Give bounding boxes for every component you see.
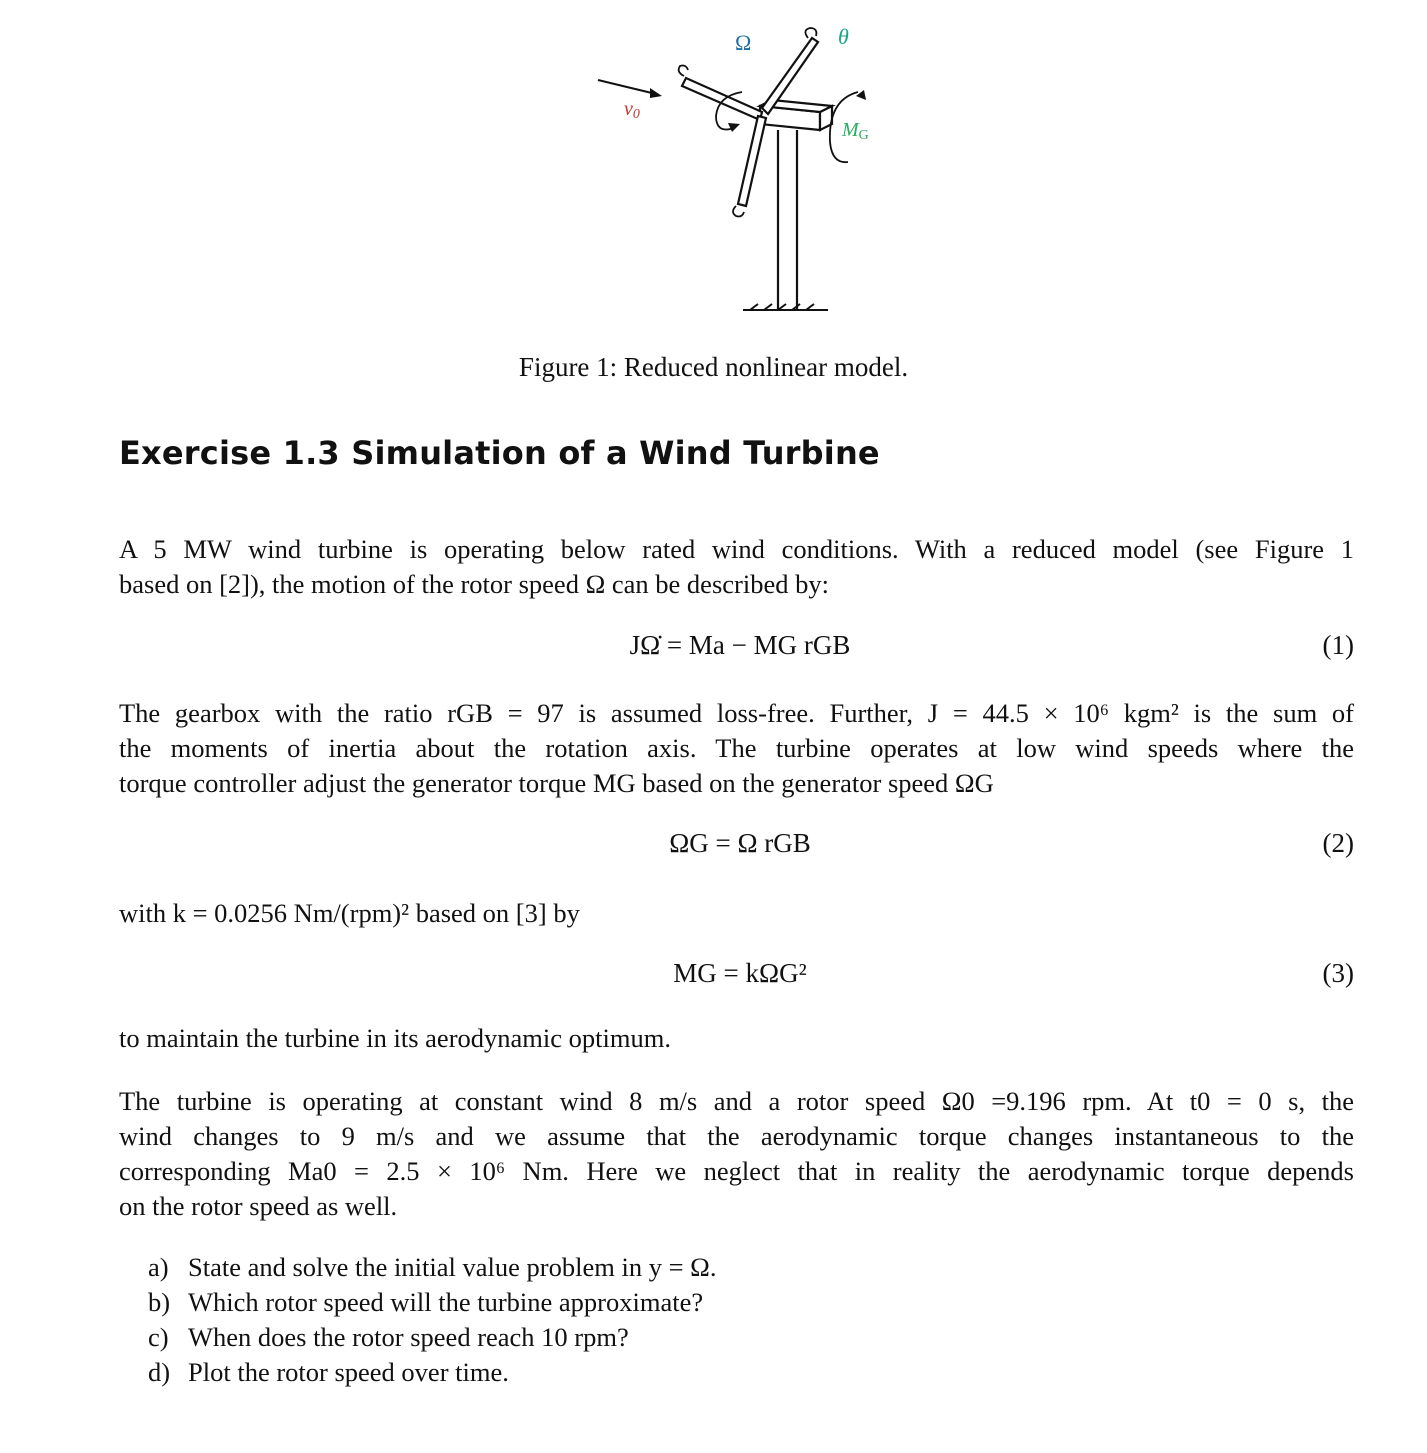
ground-hatch <box>743 304 828 310</box>
wind-arrow <box>598 80 656 94</box>
paragraph-line: The turbine is operating at constant wind 8 m/s and a rotor speed Ω0 =9.196 rpm. At t0 = 0 s, the <box>119 1086 1354 1116</box>
wind-arrowhead <box>650 88 662 98</box>
equation-number: (1) <box>1322 630 1354 660</box>
paragraph-line: with k = 0.0256 Nm/(rpm)² based on [3] by <box>119 898 580 928</box>
paragraph-line: corresponding Ma0 = 2.5 × 10⁶ Nm. Here we neglect that in reality the aerodynamic torque depends <box>119 1156 1354 1186</box>
list-item <box>148 1250 716 1285</box>
equation-body: ΩG = Ω rGB <box>669 828 811 858</box>
paragraph-line: on the rotor speed as well. <box>119 1191 398 1221</box>
task-label: c) <box>148 1322 169 1352</box>
task-label: d) <box>148 1357 171 1387</box>
paragraph-line: wind changes to 9 m/s and we assume that the aerodynamic torque changes instantaneous to the <box>119 1121 1354 1151</box>
paragraph-line: the moments of inertia about the rotation axis. The turbine operates at low wind speeds where the <box>119 733 1354 763</box>
equation-body: MG = kΩG² <box>673 958 807 988</box>
list-item <box>148 1320 716 1355</box>
paragraph-k <box>119 896 1354 931</box>
label-theta: θ <box>838 24 849 49</box>
task-text: When does the rotor speed reach 10 rpm? <box>188 1322 629 1352</box>
label-omega: Ω <box>735 30 752 55</box>
equation-number: (3) <box>1322 958 1354 988</box>
paragraph-intro <box>119 532 1354 602</box>
list-item <box>148 1355 716 1390</box>
task-label: a) <box>148 1252 169 1282</box>
paragraph-line: torque controller adjust the generator torque MG based on the generator speed ΩG <box>119 768 994 798</box>
task-text: Plot the rotor speed over time. <box>188 1357 509 1387</box>
paragraph-gearbox <box>119 696 1354 801</box>
figure-caption: Figure 1: Reduced nonlinear model. <box>518 352 909 382</box>
task-text: State and solve the initial value problem in y = Ω. <box>188 1252 717 1282</box>
label-mg: MG <box>842 119 869 143</box>
wind-turbine-figure <box>580 20 900 320</box>
paragraph-line: The gearbox with the ratio rGB = 97 is assumed loss-free. Further, J = 44.5 × 10⁶ kgm² is the sum of <box>119 698 1354 728</box>
equation-body: JΩ̇ = Ma − MG rGB <box>629 630 851 660</box>
label-v0: v0 <box>624 98 640 122</box>
paragraph-line: based on [2]), the motion of the rotor speed Ω can be described by: <box>119 569 829 599</box>
paragraph-operating <box>119 1084 1354 1224</box>
task-text: Which rotor speed will the turbine approximate? <box>188 1287 704 1317</box>
task-label: b) <box>148 1287 171 1317</box>
paragraph-line: A 5 MW wind turbine is operating below rated wind conditions. With a reduced model (see Figure 1 <box>119 534 1354 564</box>
equation-number: (2) <box>1322 828 1354 858</box>
list-item <box>148 1285 716 1320</box>
exercise-heading: Exercise 1.3 Simulation of a Wind Turbine <box>119 434 880 472</box>
paragraph-optimum <box>119 1021 1354 1056</box>
tower <box>778 130 797 310</box>
omega-arrowhead <box>728 123 740 132</box>
task-list <box>148 1250 716 1390</box>
paragraph-line: to maintain the turbine in its aerodynamic optimum. <box>119 1023 671 1053</box>
